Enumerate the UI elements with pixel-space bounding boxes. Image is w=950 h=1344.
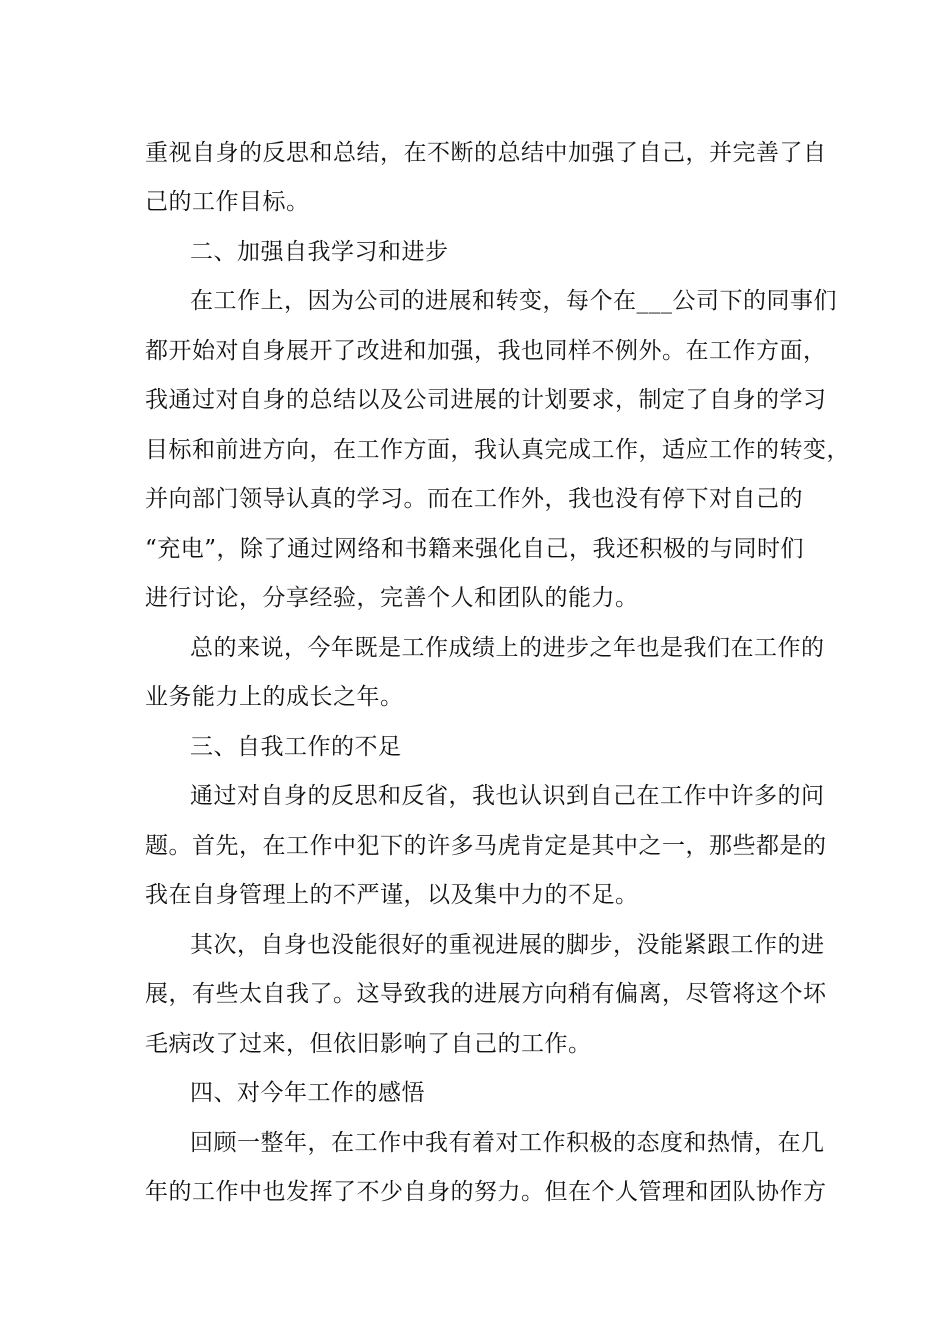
paragraph-line: 其次，自身也没能很好的重视进展的脚步，没能紧跟工作的进 [190,932,825,958]
paragraph-line: 回顾一整年，在工作中我有着对工作积极的态度和热情，在几 [190,1130,825,1156]
paragraph-line: 重视自身的反思和总结，在不断的总结中加强了自己，并完善了自 [145,140,827,166]
paragraph-line: 进行讨论，分享经验，完善个人和团队的能力。 [145,585,639,611]
paragraph-line: 己的工作目标。 [145,189,310,215]
paragraph-line: 题。首先，在工作中犯下的许多马虎肯定是其中之一，那些都是的 [145,833,827,859]
paragraph-line: 在工作上，因为公司的进展和转变，每个在___公司下的同事们 [190,288,837,314]
paragraph-line: 目标和前进方向，在工作方面，我认真完成工作，适应工作的转变， [145,437,850,463]
paragraph-line: “充电”，除了通过网络和书籍来强化自己，我还积极的与同时们 [145,536,805,562]
section-heading: 四、对今年工作的感悟 [190,1080,425,1106]
paragraph-line: 总的来说，今年既是工作成绩上的进步之年也是我们在工作的 [190,635,825,661]
paragraph-line: 我通过对自身的总结以及公司进展的计划要求，制定了自身的学习 [145,387,827,413]
paragraph-line: 并向部门领导认真的学习。而在工作外，我也没有停下对自己的 [145,486,803,512]
paragraph-line: 都开始对自身展开了改进和加强，我也同样不例外。在工作方面， [145,338,827,364]
paragraph-line: 我在自身管理上的不严谨，以及集中力的不足。 [145,882,639,908]
section-heading: 三、自我工作的不足 [190,734,402,760]
paragraph-line: 业务能力上的成长之年。 [145,684,404,710]
paragraph-line: 展，有些太自我了。这导致我的进展方向稍有偏离，尽管将这个坏 [145,981,827,1007]
paragraph-line: 毛病改了过来，但依旧影响了自己的工作。 [145,1031,592,1057]
section-heading: 二、加强自我学习和进步 [190,239,449,265]
paragraph-line: 通过对自身的反思和反省，我也认识到自己在工作中许多的问 [190,783,825,809]
paragraph-line: 年的工作中也发挥了不少自身的努力。但在个人管理和团队协作方 [145,1179,827,1205]
